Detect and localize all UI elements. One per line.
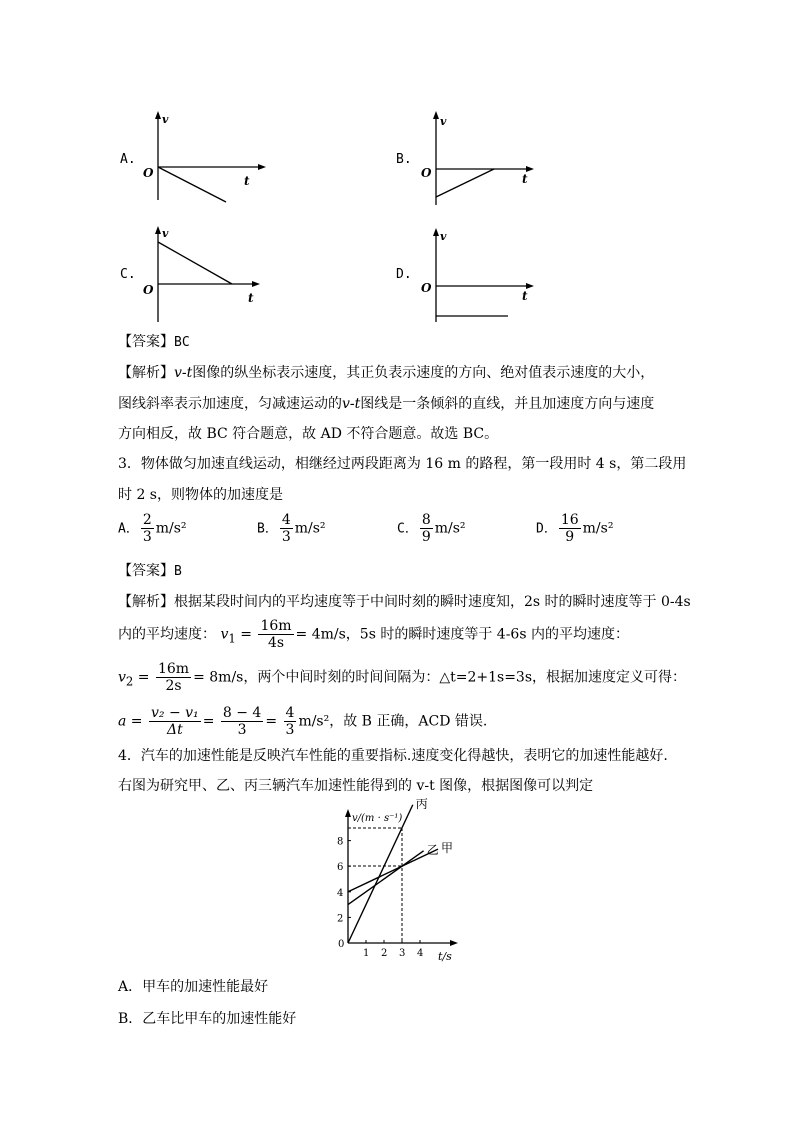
q3-v2-symbol: v bbox=[118, 669, 126, 686]
option-b-v-label: v bbox=[440, 115, 447, 128]
q4-y-tick-label: 2 bbox=[337, 913, 344, 925]
q2-analysis-line2 bbox=[118, 395, 654, 413]
q4-origin-label: 0 bbox=[338, 939, 345, 950]
q3-v2-result: = 8m/s bbox=[193, 669, 244, 686]
q4-x-tick-label: 4 bbox=[417, 948, 424, 959]
q4-x-tick-label: 2 bbox=[381, 948, 388, 959]
q3-option-c-letter: C． bbox=[397, 521, 418, 537]
q3-option-c[interactable] bbox=[397, 512, 466, 545]
q4-y-axis-label: v/(m · s⁻¹) bbox=[352, 813, 403, 824]
q3-answer-value: B bbox=[174, 564, 182, 579]
q3-option-a[interactable] bbox=[118, 512, 187, 545]
q4-option-b[interactable]: B．乙车比甲车的加速性能好 bbox=[118, 1011, 297, 1027]
q3-a-symbol: a bbox=[118, 713, 127, 730]
q4-y-tick-label: 4 bbox=[337, 887, 344, 899]
q3-analysis-line1 bbox=[118, 593, 691, 611]
q3-option-a-fraction: $\frac{2}{3}$ bbox=[142, 512, 152, 545]
q4-series-label: 乙 bbox=[426, 842, 439, 857]
q3-answer bbox=[118, 562, 182, 581]
option-c-t-label: t bbox=[248, 291, 254, 305]
q4-y-tick-label: 8 bbox=[337, 836, 344, 848]
q3-v1-subscript: 1 bbox=[228, 631, 236, 646]
q2-vt-symbol-1: v-t bbox=[174, 365, 193, 381]
q3-a-fraction-3: $\frac{4}{3}$ bbox=[285, 705, 295, 738]
q2-answer-label: 【答案】 bbox=[118, 334, 174, 350]
q3-answer-label: 【答案】 bbox=[118, 563, 174, 579]
q3-option-d-unit: m/s² bbox=[582, 520, 614, 537]
q3-option-a-letter: A． bbox=[118, 521, 139, 537]
option-b-t-label: t bbox=[522, 172, 528, 186]
q3-option-d[interactable] bbox=[536, 512, 613, 545]
q4-vt-graph bbox=[330, 796, 470, 965]
option-d-v-label: v bbox=[440, 230, 447, 243]
q4-series-label: 甲 bbox=[441, 841, 454, 856]
q2-answer bbox=[118, 333, 190, 352]
option-b-graph bbox=[418, 105, 548, 210]
q3-analysis-text-3post: ，两个中间时刻的时间间隔为：△t=2+1s=3s，根据加速度定义可得： bbox=[243, 669, 687, 686]
q4-x-tick-label: 3 bbox=[399, 948, 406, 959]
option-a-origin: O bbox=[143, 166, 154, 180]
option-a-t-label: t bbox=[244, 174, 250, 188]
option-b-origin: O bbox=[421, 166, 432, 180]
q4-series-line-丙 bbox=[348, 805, 413, 943]
option-c-graph bbox=[140, 222, 270, 327]
option-c-origin: O bbox=[143, 283, 154, 297]
q3-option-b[interactable] bbox=[257, 512, 326, 545]
q3-a-unit: m/s² bbox=[298, 713, 330, 730]
q3-analysis-text-2post: ，5s 时的瞬时速度等于 4-6s 内的平均速度： bbox=[345, 626, 629, 643]
q4-series-line-甲 bbox=[348, 849, 438, 892]
q3-option-b-unit: m/s² bbox=[294, 520, 326, 537]
q3-option-c-unit: m/s² bbox=[434, 520, 466, 537]
option-c-v-label: v bbox=[162, 227, 169, 240]
option-d-origin: O bbox=[421, 281, 432, 295]
q4-y-tick-label: 6 bbox=[337, 862, 344, 874]
q3-analysis-text-4post: ，故 B 正确，ACD 错误. bbox=[329, 713, 488, 730]
q4-x-axis-label: t/s bbox=[438, 950, 452, 963]
q3-option-a-unit: m/s² bbox=[155, 520, 187, 537]
q3-v1-fraction: $\frac{16m}{4s}$ bbox=[260, 618, 292, 651]
q3-option-d-letter: D． bbox=[536, 521, 557, 537]
q2-analysis-text-2a: 图线斜率表示加速度，匀减速运动的 bbox=[118, 396, 342, 412]
q3-a-fraction-1: $\frac{\text{v₂ − v₁}}{\Delta t}$ bbox=[151, 705, 199, 738]
q3-v1-symbol: v bbox=[220, 626, 229, 643]
q3-analysis-line3: $v_2$ = $\frac{16m}{2s}$ = 8m/s，两个中间时刻的时间间隔为：△t=2+1s=3s，根据加速度定义可得： bbox=[118, 661, 687, 694]
q3-stem-line1: 3．物体做匀加速直线运动，相继经过两段距离为 16 m 的路程，第一段用时 4 s，第二段用 bbox=[118, 456, 687, 472]
option-a-v-label: v bbox=[162, 113, 169, 126]
q4-stem-line1: 4．汽车的加速性能是反映汽车性能的重要指标.速度变化得越快，表明它的加速性能越好. bbox=[118, 748, 668, 764]
q2-analysis-label: 【解析】 bbox=[118, 365, 174, 381]
q2-analysis-line3: 方向相反，故 BC 符合题意，故 AD 不符合题意。故选 BC。 bbox=[118, 426, 499, 442]
q3-option-b-fraction: $\frac{4}{3}$ bbox=[281, 512, 291, 545]
q2-analysis-line1 bbox=[118, 364, 654, 382]
q3-option-c-fraction: $\frac{8}{9}$ bbox=[421, 512, 431, 545]
option-c-letter: C. bbox=[120, 267, 136, 282]
q3-analysis-line4: a = $\frac{\text{v₂ − v₁}}{\Delta t}$ = $\frac{8 - 4}{3}$ = $\frac{4}{3}$ m/s²，故 B 正确，ACD 错误. bbox=[118, 705, 488, 738]
option-d-t-label: t bbox=[522, 289, 528, 303]
q3-v2-subscript: 2 bbox=[125, 674, 134, 689]
q3-stem-line2: 时 2 s，则物体的加速度是 bbox=[118, 487, 283, 503]
q3-analysis-text-2pre: 内的平均速度： bbox=[118, 626, 216, 643]
q4-stem-line2: 右图为研究甲、乙、丙三辆汽车加速性能得到的 v-t 图像，根据图像可以判定 bbox=[118, 778, 594, 794]
q3-option-b-letter: B． bbox=[257, 521, 278, 537]
q3-option-d-fraction: $\frac{16}{9}$ bbox=[560, 512, 579, 545]
q3-v2-fraction: $\frac{16m}{2s}$ bbox=[157, 661, 190, 694]
option-a-letter: A. bbox=[120, 152, 136, 167]
q3-analysis-text-1: 根据某段时间内的平均速度等于中间时刻的瞬时速度知，2s 时的瞬时速度等于 0-4s bbox=[174, 594, 691, 610]
q4-series-line-乙 bbox=[348, 851, 424, 905]
q2-vt-symbol-2: v-t bbox=[342, 396, 361, 412]
option-a-graph bbox=[140, 105, 270, 210]
q4-axis-ticks bbox=[337, 837, 423, 959]
q2-analysis-text-1: 图像的纵坐标表示速度，其正负表示速度的方向、绝对值表示速度的大小， bbox=[192, 365, 655, 381]
q3-analysis-line2: 内的平均速度： $v_1$ = $\frac{16m}{4s}$ = 4m/s，5s 时的瞬时速度等于 4-6s 内的平均速度： bbox=[118, 618, 629, 651]
q4-x-tick-label: 1 bbox=[363, 948, 370, 959]
q2-answer-value: BC bbox=[174, 335, 190, 350]
q4-option-a[interactable]: A．甲车的加速性能最好 bbox=[118, 979, 269, 995]
option-d-letter: D. bbox=[396, 267, 412, 282]
q3-v1-result: = 4m/s bbox=[295, 626, 346, 643]
option-b-letter: B. bbox=[396, 152, 412, 167]
q2-analysis-text-2c: 图线是一条倾斜的直线，并且加速度方向与速度 bbox=[360, 396, 655, 412]
option-d-graph bbox=[418, 222, 548, 327]
q3-analysis-label: 【解析】 bbox=[118, 594, 174, 610]
q3-a-fraction-2: $\frac{8 - 4}{3}$ bbox=[222, 705, 262, 738]
q4-series-label: 丙 bbox=[415, 796, 428, 811]
